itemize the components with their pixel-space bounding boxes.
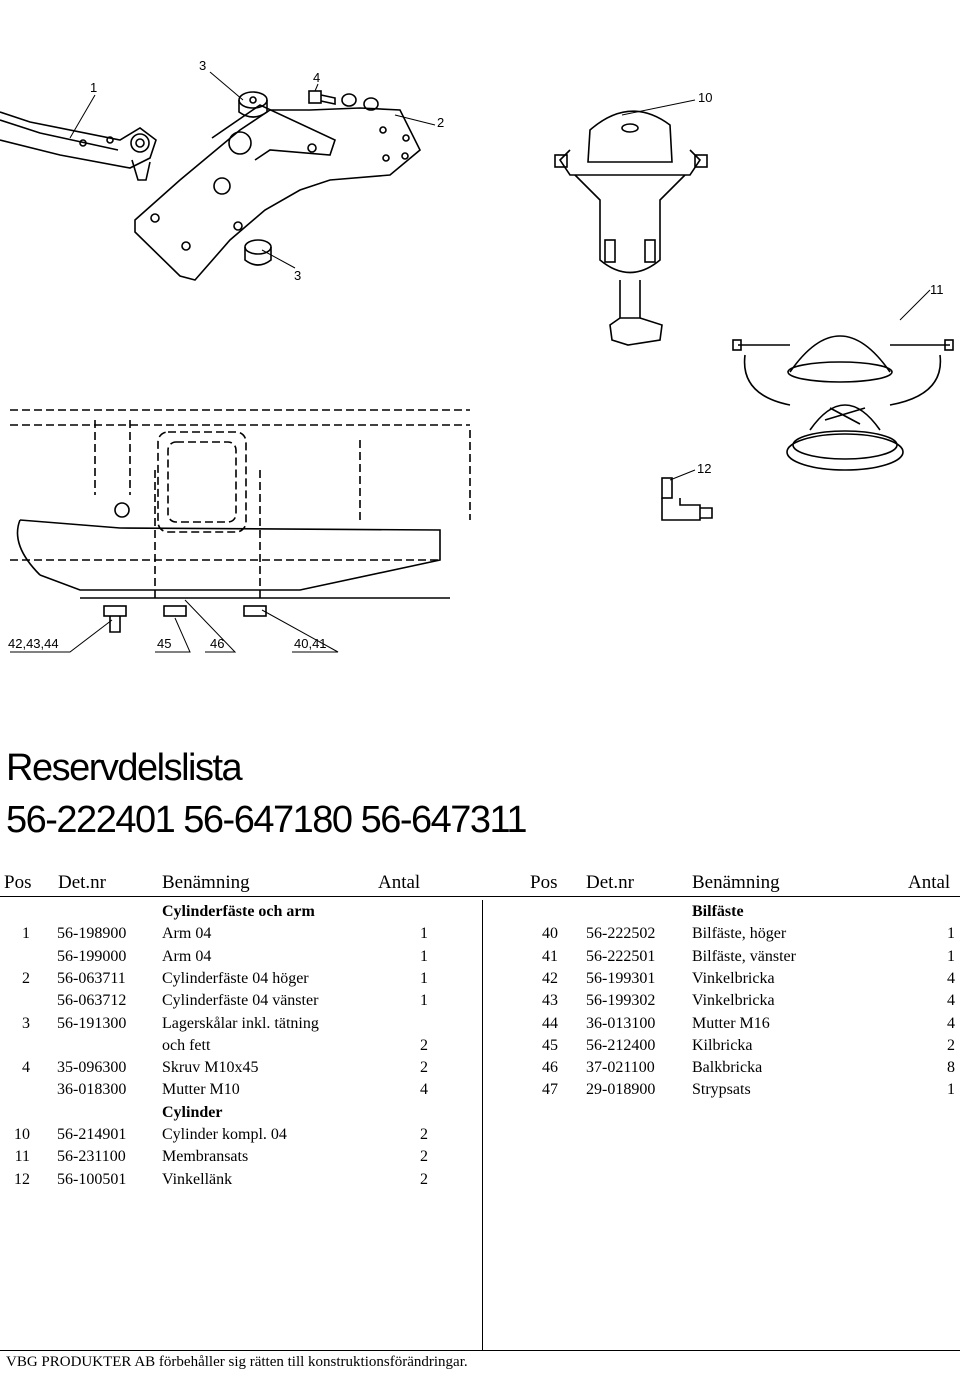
header-pos-right: Pos <box>530 872 558 893</box>
part-number: 56-063711 <box>57 969 126 987</box>
part-number: 56-222501 <box>586 947 656 965</box>
part-pos: 2 <box>22 969 30 987</box>
part-name: Bilfäste, vänster <box>692 947 796 965</box>
footer-rule <box>0 1350 960 1351</box>
cylinder-part <box>555 111 707 345</box>
part-qty: 1 <box>420 947 428 965</box>
header-name-left: Benämning <box>162 872 250 893</box>
part-number: 56-199301 <box>586 969 656 987</box>
part-qty: 4 <box>947 969 955 987</box>
table-row <box>0 1146 960 1168</box>
callout-1: 1 <box>90 80 98 95</box>
table-row <box>0 946 960 968</box>
frame-rail <box>18 503 451 598</box>
part-name: Strypsats <box>692 1081 751 1099</box>
part-qty: 2 <box>420 1170 428 1188</box>
part-qty: 1 <box>947 1081 955 1099</box>
part-name: Arm 04 <box>162 925 212 943</box>
bolts-row <box>104 606 266 632</box>
footer-note: VBG PRODUKTER AB förbehåller sig rätten till konstruktionsförändringar. <box>6 1354 468 1370</box>
part-pos: 45 <box>542 1036 558 1054</box>
part-name: Bilfäste, höger <box>692 925 787 943</box>
part-pos: 40 <box>542 925 558 943</box>
chassis-mount <box>10 410 470 600</box>
section-heading: Cylinder <box>162 1103 223 1121</box>
part-pos: 44 <box>542 1014 558 1032</box>
part-name: Mutter M10 <box>162 1081 240 1099</box>
part-number: 56-199302 <box>586 992 656 1010</box>
section-heading: Bilfäste <box>692 903 744 920</box>
part-pos: 1 <box>22 925 30 943</box>
part-qty: 2 <box>420 1148 428 1166</box>
callout-3-bottom: 3 <box>294 268 302 283</box>
part-name: Skruv M10x45 <box>162 1059 259 1077</box>
part-name: och fett <box>162 1036 211 1054</box>
table-row <box>0 968 960 990</box>
part-name: Lagerskålar inkl. tätning <box>162 1014 319 1032</box>
part-qty: 2 <box>420 1036 428 1054</box>
callout-40-41: 40,41 <box>294 636 327 651</box>
part-number: 36-013100 <box>586 1014 656 1032</box>
part-qty: 1 <box>420 992 428 1010</box>
part-name: Arm 04 <box>162 947 212 965</box>
page-title: Reservdelslista <box>6 747 242 789</box>
part-qty: 1 <box>420 969 428 987</box>
header-detnr-left: Det.nr <box>58 872 107 893</box>
part-pos: 47 <box>542 1081 558 1099</box>
part-number: 56-191300 <box>57 1014 127 1032</box>
part-name: Mutter M16 <box>692 1014 770 1032</box>
table-row <box>0 1035 960 1057</box>
part-number: 56-100501 <box>57 1170 127 1188</box>
table-row <box>0 923 960 945</box>
table-row <box>0 901 960 923</box>
part-name: Cylinderfäste 04 vänster <box>162 992 319 1010</box>
part-name: Vinkelbricka <box>692 992 775 1010</box>
bolt-and-nuts <box>309 91 378 110</box>
callout-42-43-44: 42,43,44 <box>8 636 59 651</box>
part-qty: 4 <box>420 1081 428 1099</box>
part-qty: 2 <box>420 1059 428 1077</box>
part-pos: 41 <box>542 947 558 965</box>
callout-3-top: 3 <box>199 58 207 73</box>
membrane-set <box>733 336 953 470</box>
part-name: Vinkellänk <box>162 1170 233 1188</box>
part-number: 56-199000 <box>57 947 127 965</box>
bushing-top <box>239 92 267 117</box>
part-qty: 8 <box>947 1059 955 1077</box>
part-qty: 1 <box>947 947 955 965</box>
header-qty-left: Antal <box>378 872 421 893</box>
section-heading: Cylinderfäste och arm <box>162 903 315 920</box>
part-number: 56-214901 <box>57 1126 127 1143</box>
part-name: Cylinder kompl. 04 <box>162 1126 287 1143</box>
part-number: 35-096300 <box>57 1059 127 1077</box>
header-qty-right: Antal <box>908 872 951 893</box>
part-name: Cylinderfäste 04 höger <box>162 969 309 987</box>
part-number: 56-212400 <box>586 1036 656 1054</box>
part-pos: 4 <box>22 1059 30 1077</box>
callout-11: 11 <box>930 282 944 297</box>
part-pos: 46 <box>542 1059 558 1077</box>
part-qty: 1 <box>420 925 428 943</box>
callout-45: 45 <box>157 636 172 651</box>
table-row <box>0 1057 960 1079</box>
bracket-plate <box>135 105 420 280</box>
part-pos: 12 <box>14 1170 30 1188</box>
table-row <box>0 1169 960 1191</box>
callout-2: 2 <box>437 115 445 130</box>
part-qty: 2 <box>420 1126 428 1143</box>
header-rule <box>0 896 960 897</box>
part-pos: 10 <box>14 1126 30 1143</box>
angle-link <box>662 478 712 520</box>
part-qty: 4 <box>947 1014 955 1032</box>
callout-10: 10 <box>698 90 713 105</box>
header-name-right: Benämning <box>692 872 780 893</box>
model-numbers: 56-222401 56-647180 56-647311 <box>6 799 526 841</box>
part-number: 29-018900 <box>586 1081 656 1099</box>
arm-part <box>0 112 156 180</box>
callout-4: 4 <box>313 70 321 85</box>
table-row <box>0 1102 960 1124</box>
part-number: 37-021100 <box>586 1059 655 1077</box>
part-qty: 2 <box>947 1036 955 1054</box>
part-pos: 43 <box>542 992 558 1010</box>
part-name: Balkbricka <box>692 1059 763 1077</box>
exploded-parts-drawing <box>0 0 960 680</box>
part-qty: 1 <box>947 925 955 943</box>
table-row <box>0 1124 960 1146</box>
part-number: 56-198900 <box>57 925 127 943</box>
header-pos-left: Pos <box>4 872 32 893</box>
part-pos: 42 <box>542 969 558 987</box>
callout-12: 12 <box>697 461 712 476</box>
header-detnr-right: Det.nr <box>586 872 635 893</box>
part-number: 56-231100 <box>57 1148 126 1166</box>
part-name: Vinkelbricka <box>692 969 775 987</box>
part-pos: 3 <box>22 1014 30 1032</box>
table-row <box>0 990 960 1012</box>
table-row <box>0 1079 960 1101</box>
part-name: Membransats <box>162 1148 249 1166</box>
part-number: 36-018300 <box>57 1081 127 1099</box>
part-number: 56-063712 <box>57 992 127 1010</box>
part-qty: 4 <box>947 992 955 1010</box>
part-name: Kilbricka <box>692 1036 753 1054</box>
table-row <box>0 1013 960 1035</box>
part-number: 56-222502 <box>586 925 656 943</box>
part-pos: 11 <box>14 1148 30 1166</box>
callout-46: 46 <box>210 636 225 651</box>
